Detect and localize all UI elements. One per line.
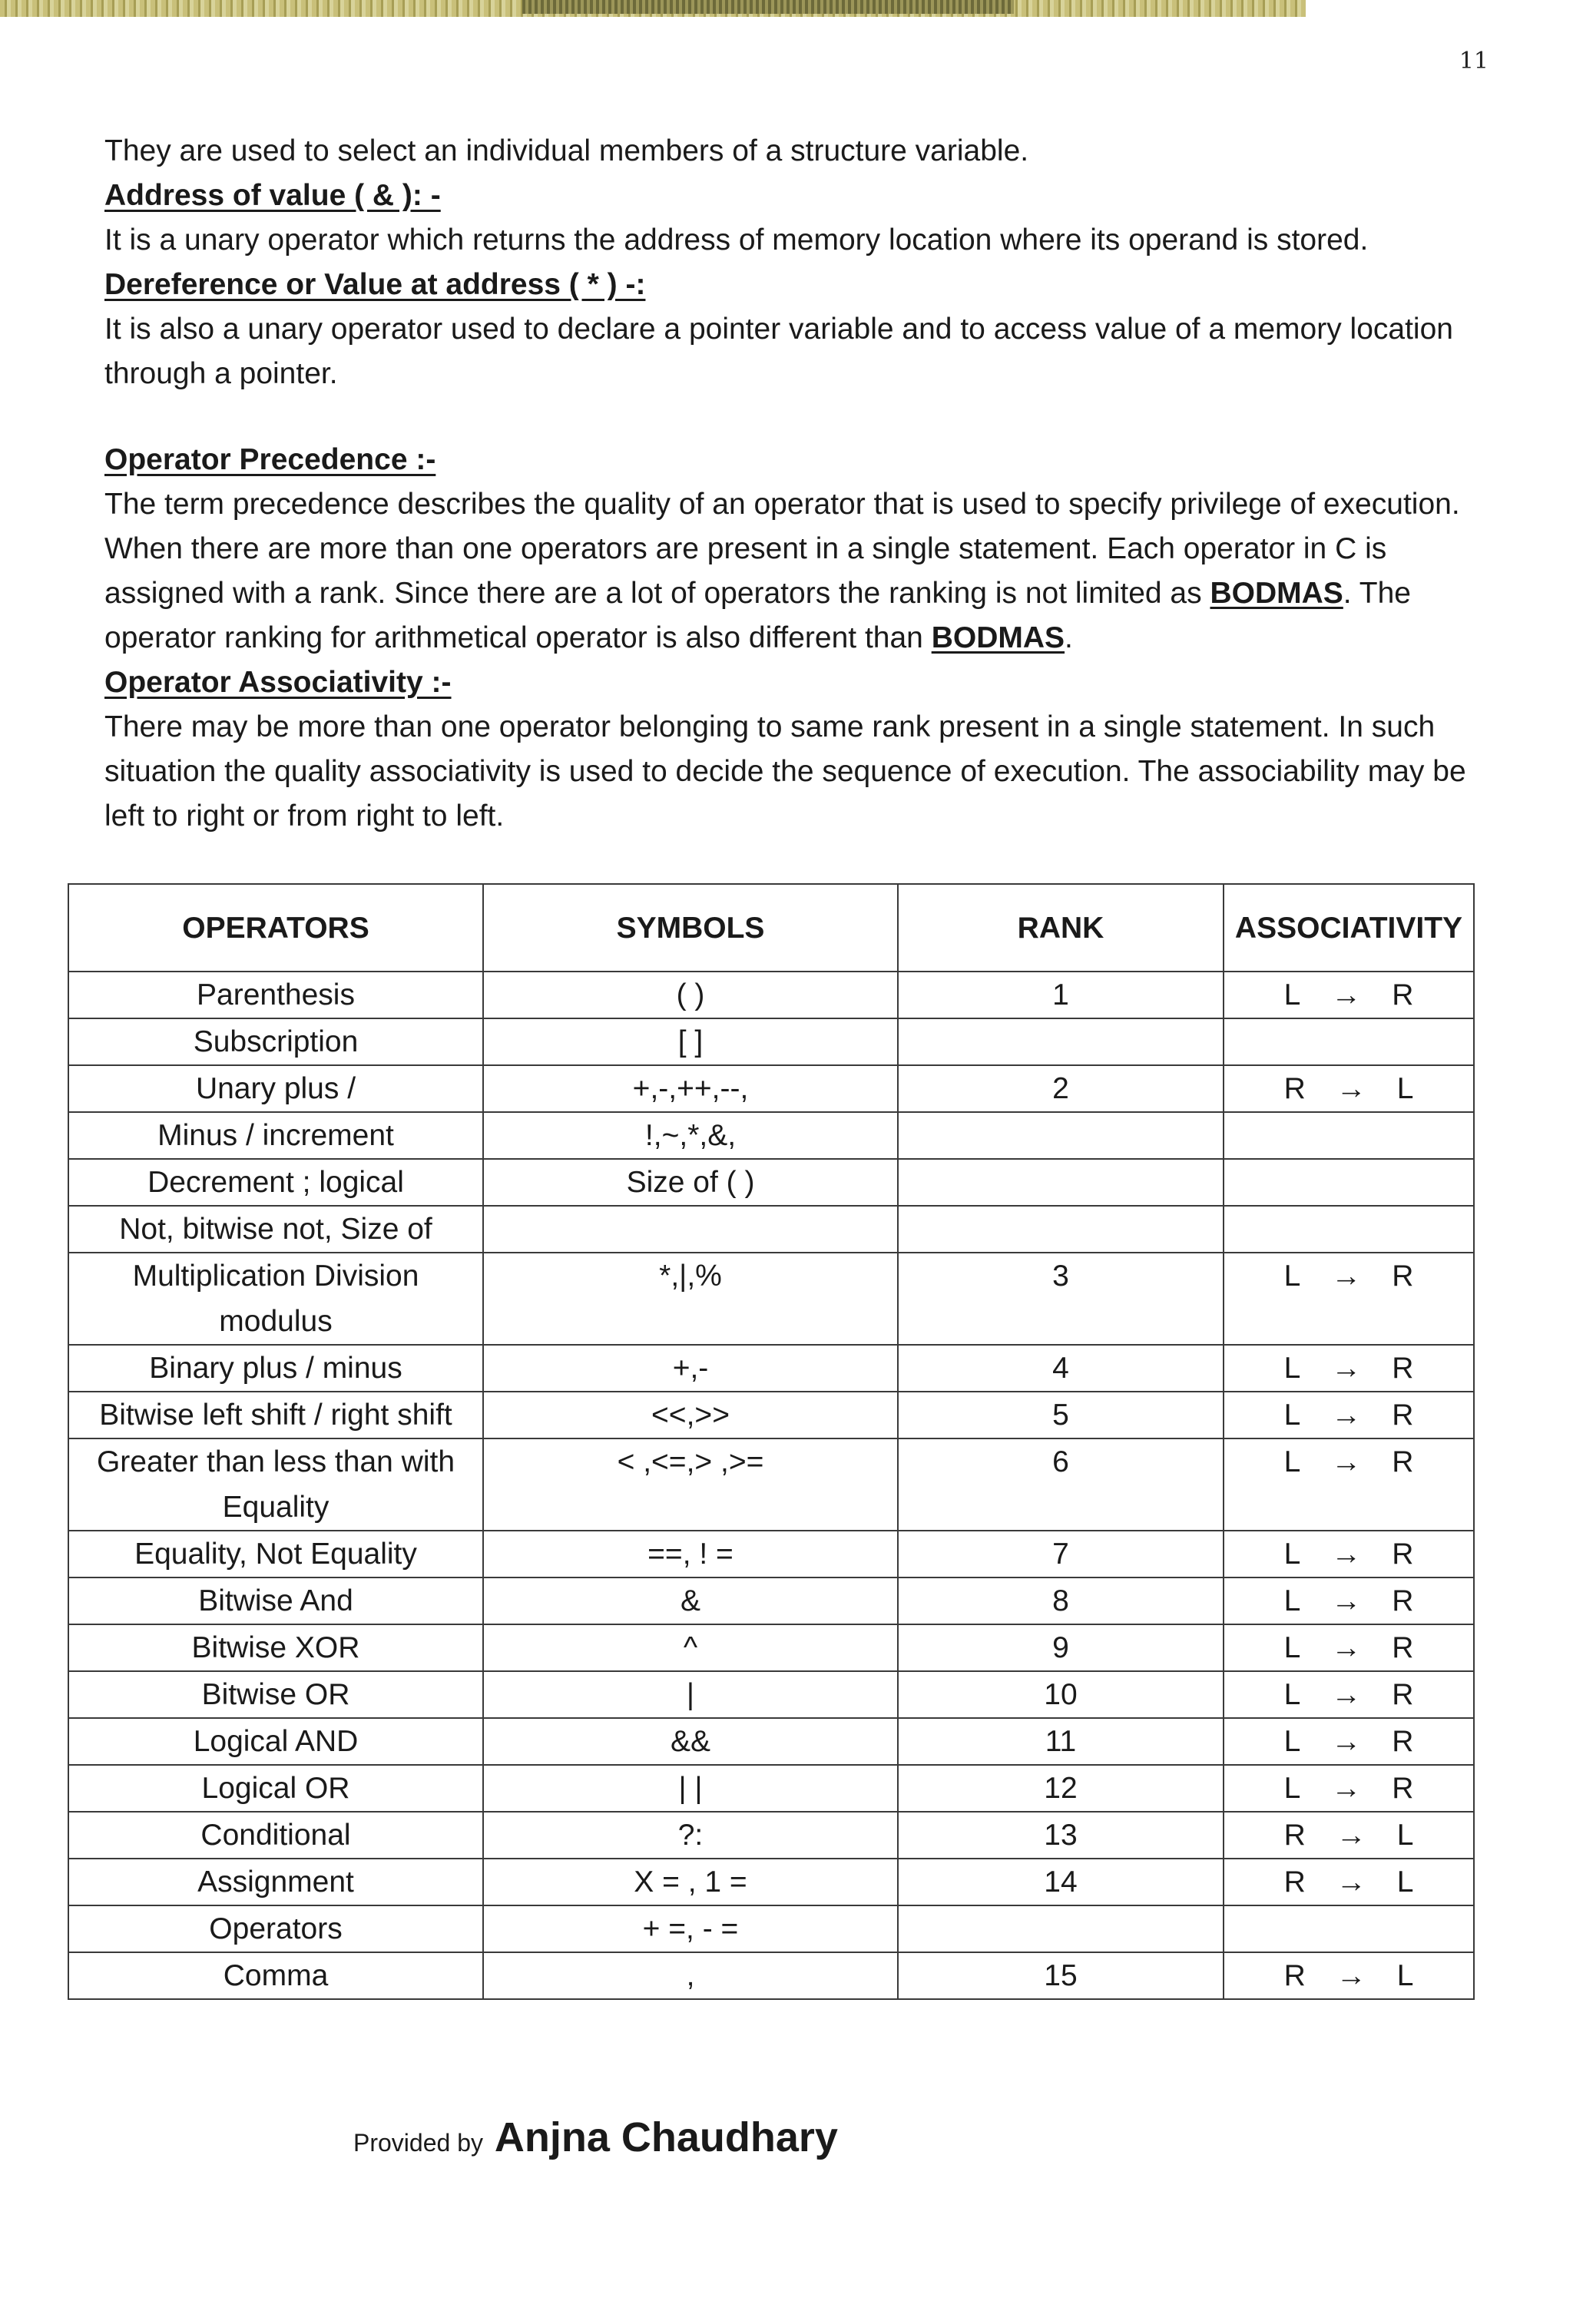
assoc-to: L (1396, 1959, 1414, 1992)
assoc-from: L (1283, 1725, 1301, 1758)
associativity-cell (1224, 972, 1474, 1018)
right-arrow-icon: → (1331, 1399, 1362, 1432)
assoc-from: L (1283, 1445, 1301, 1478)
associativity-cell (1224, 1859, 1474, 1905)
intro-section (104, 129, 1502, 396)
right-arrow-icon: → (1331, 1631, 1362, 1664)
precedence-text-part-2: . The operator ranking for arithmetical operator is also different than (104, 577, 1411, 654)
header-symbols: SYMBOLS (483, 884, 898, 972)
symbol-cell: *,|,% (483, 1253, 898, 1345)
operator-cell: Bitwise OR (68, 1671, 483, 1718)
table-row (68, 1065, 1474, 1112)
associativity-cell (1224, 1624, 1474, 1671)
associativity-cell (1224, 1812, 1474, 1859)
header-rank: RANK (898, 884, 1224, 972)
assoc-to: R (1392, 1584, 1414, 1617)
operator-cell: Conditional (68, 1812, 483, 1859)
right-arrow-icon: → (1336, 1865, 1366, 1899)
operator-cell: Parenthesis (68, 972, 483, 1018)
rank-cell: 15 (898, 1952, 1224, 1999)
assoc-to: R (1392, 1772, 1414, 1805)
operator-cell: Comma (68, 1952, 483, 1999)
symbol-cell: ^ (483, 1624, 898, 1671)
table-row (68, 1438, 1474, 1531)
table-row (68, 1253, 1474, 1345)
footer-provided-by: Provided by (353, 2129, 483, 2157)
symbol-cell: & (483, 1577, 898, 1624)
associativity-heading: Operator Associativity :- (104, 666, 452, 699)
assoc-to: R (1392, 1631, 1414, 1664)
assoc-to: R (1392, 1678, 1414, 1711)
header-operators: OPERATORS (68, 884, 483, 972)
symbol-cell: ( ) (483, 972, 898, 1018)
assoc-to: R (1392, 1538, 1414, 1571)
rank-cell: 5 (898, 1392, 1224, 1438)
right-arrow-icon: → (1336, 1819, 1366, 1852)
rank-cell: 1 (898, 972, 1224, 1018)
precedence-text-part-3: . (1065, 621, 1073, 654)
symbol-cell: , (483, 1952, 898, 1999)
rank-cell: 2 (898, 1065, 1224, 1112)
associativity-cell (1224, 1438, 1474, 1531)
precedence-text-part-1: The term precedence describes the quality of an operator that is used to specify privilege of execution. When there are more than one operators are present in a single statement. Each operator in C is assigned with a rank. Since there are a lot of operators the ranking is not limited as (104, 488, 1460, 610)
operator-cell: Equality, Not Equality (68, 1531, 483, 1577)
operator-cell: Bitwise And (68, 1577, 483, 1624)
assoc-from: R (1283, 1819, 1306, 1852)
assoc-from: R (1283, 1072, 1306, 1105)
operator-cell: Not, bitwise not, Size of (68, 1206, 483, 1253)
assoc-from: L (1283, 1584, 1301, 1617)
assoc-from: L (1283, 978, 1301, 1011)
operator-cell: Assignment (68, 1859, 483, 1905)
symbol-cell: X = , 1 = (483, 1859, 898, 1905)
symbol-cell: && (483, 1718, 898, 1765)
assoc-from: L (1283, 1399, 1301, 1432)
symbol-cell: + =, - = (483, 1905, 898, 1952)
table-row (68, 1112, 1474, 1159)
table-row (68, 1671, 1474, 1718)
associativity-cell (1224, 1206, 1474, 1253)
operator-cell: Decrement ; logical (68, 1159, 483, 1206)
table-body (68, 972, 1474, 1999)
right-arrow-icon: → (1331, 1678, 1362, 1711)
right-arrow-icon: → (1331, 1260, 1362, 1293)
operator-cell: Minus / increment (68, 1112, 483, 1159)
operator-cell: Unary plus / (68, 1065, 483, 1112)
assoc-from: R (1283, 1865, 1306, 1899)
rank-cell: 14 (898, 1859, 1224, 1905)
right-arrow-icon: → (1331, 1725, 1362, 1758)
precedence-section (104, 438, 1502, 839)
operator-cell: Logical AND (68, 1718, 483, 1765)
assoc-from: L (1283, 1678, 1301, 1711)
right-arrow-icon: → (1331, 1445, 1362, 1478)
right-arrow-icon: → (1336, 1072, 1366, 1105)
header-associativity: ASSOCIATIVITY (1224, 884, 1474, 972)
bodmas-term-2: BODMAS (931, 621, 1065, 654)
rank-cell: 10 (898, 1671, 1224, 1718)
assoc-from: L (1283, 1772, 1301, 1805)
rank-cell: 9 (898, 1624, 1224, 1671)
right-arrow-icon: → (1331, 1538, 1362, 1571)
associativity-cell (1224, 1392, 1474, 1438)
table-row (68, 1018, 1474, 1065)
symbol-cell: ?: (483, 1812, 898, 1859)
assoc-to: R (1392, 1399, 1414, 1432)
operator-cell: Operators (68, 1905, 483, 1952)
assoc-to: R (1392, 1445, 1414, 1478)
operator-cell: Bitwise XOR (68, 1624, 483, 1671)
table-row (68, 1206, 1474, 1253)
operator-cell: Multiplication Division modulus (68, 1253, 483, 1345)
assoc-from: L (1283, 1352, 1301, 1385)
precedence-text (104, 482, 1502, 660)
symbol-cell: Size of ( ) (483, 1159, 898, 1206)
bodmas-term-1: BODMAS (1210, 577, 1343, 610)
right-arrow-icon: → (1331, 1352, 1362, 1385)
table-row (68, 972, 1474, 1018)
table-row (68, 1624, 1474, 1671)
operator-cell: Bitwise left shift / right shift (68, 1392, 483, 1438)
associativity-cell (1224, 1905, 1474, 1952)
associativity-cell (1224, 1018, 1474, 1065)
operator-cell: Logical OR (68, 1765, 483, 1812)
footer-author: Anjna Chaudhary (494, 2114, 838, 2160)
table-row (68, 1345, 1474, 1392)
operator-precedence-table (68, 883, 1475, 2000)
associativity-cell (1224, 1671, 1474, 1718)
assoc-from: R (1283, 1959, 1306, 1992)
associativity-cell (1224, 1253, 1474, 1345)
rank-cell (898, 1112, 1224, 1159)
associativity-cell (1224, 1065, 1474, 1112)
assoc-to: L (1396, 1819, 1414, 1852)
rank-cell (898, 1206, 1224, 1253)
symbol-cell: < ,<=,> ,>= (483, 1438, 898, 1531)
assoc-to: L (1396, 1072, 1414, 1105)
associativity-cell (1224, 1112, 1474, 1159)
table-row (68, 1392, 1474, 1438)
symbol-cell: | (483, 1671, 898, 1718)
table-row (68, 1718, 1474, 1765)
rank-cell: 12 (898, 1765, 1224, 1812)
operator-cell: Subscription (68, 1018, 483, 1065)
footer (353, 2114, 838, 2161)
symbol-cell: +,-,++,--, (483, 1065, 898, 1112)
symbol-cell: !,~,*,&, (483, 1112, 898, 1159)
associativity-text: There may be more than one operator belonging to same rank present in a single statement. In such situation the quality associativity is used to decide the sequence of execution. The associability may be left to right or from right to left. (104, 710, 1466, 833)
precedence-heading: Operator Precedence :- (104, 443, 436, 476)
assoc-to: L (1396, 1865, 1414, 1899)
rank-cell: 4 (898, 1345, 1224, 1392)
operator-cell: Greater than less than with Equality (68, 1438, 483, 1531)
table-row (68, 1531, 1474, 1577)
symbol-cell: [ ] (483, 1018, 898, 1065)
rank-cell: 3 (898, 1253, 1224, 1345)
top-decorative-band-dark (522, 0, 1014, 14)
table-row (68, 1812, 1474, 1859)
rank-cell: 8 (898, 1577, 1224, 1624)
associativity-cell (1224, 1531, 1474, 1577)
rank-cell (898, 1159, 1224, 1206)
symbol-cell (483, 1206, 898, 1253)
rank-cell: 6 (898, 1438, 1224, 1531)
assoc-to: R (1392, 1260, 1414, 1293)
symbol-cell: <<,>> (483, 1392, 898, 1438)
associativity-cell (1224, 1718, 1474, 1765)
intro-text: They are used to select an individual members of a structure variable. (104, 134, 1029, 167)
symbol-cell: | | (483, 1765, 898, 1812)
address-of-heading: Address of value ( & ): - (104, 179, 441, 212)
associativity-cell (1224, 1577, 1474, 1624)
address-of-text: It is a unary operator which returns the address of memory location where its operand is stored. (104, 223, 1369, 257)
assoc-to: R (1392, 1352, 1414, 1385)
table-row (68, 1905, 1474, 1952)
right-arrow-icon: → (1331, 1584, 1362, 1617)
rank-cell (898, 1905, 1224, 1952)
right-arrow-icon: → (1331, 1772, 1362, 1805)
rank-cell: 7 (898, 1531, 1224, 1577)
associativity-cell (1224, 1159, 1474, 1206)
table-header-row (68, 884, 1474, 972)
assoc-from: L (1283, 1538, 1301, 1571)
assoc-from: L (1283, 1631, 1301, 1664)
rank-cell (898, 1018, 1224, 1065)
table-row (68, 1765, 1474, 1812)
associativity-cell (1224, 1952, 1474, 1999)
assoc-from: L (1283, 1260, 1301, 1293)
table-row (68, 1577, 1474, 1624)
symbol-cell: +,- (483, 1345, 898, 1392)
right-arrow-icon: → (1331, 978, 1362, 1011)
rank-cell: 13 (898, 1812, 1224, 1859)
operator-cell: Binary plus / minus (68, 1345, 483, 1392)
rank-cell: 11 (898, 1718, 1224, 1765)
table-row (68, 1159, 1474, 1206)
right-arrow-icon: → (1336, 1959, 1366, 1992)
page-number: 11 (1459, 48, 1489, 74)
associativity-cell (1224, 1345, 1474, 1392)
assoc-to: R (1392, 978, 1414, 1011)
table-row (68, 1952, 1474, 1999)
symbol-cell: ==, ! = (483, 1531, 898, 1577)
dereference-heading: Dereference or Value at address ( * ) -: (104, 268, 646, 301)
table-row (68, 1859, 1474, 1905)
assoc-to: R (1392, 1725, 1414, 1758)
dereference-text: It is also a unary operator used to declare a pointer variable and to access value of a memory location through a pointer. (104, 313, 1453, 390)
associativity-cell (1224, 1765, 1474, 1812)
